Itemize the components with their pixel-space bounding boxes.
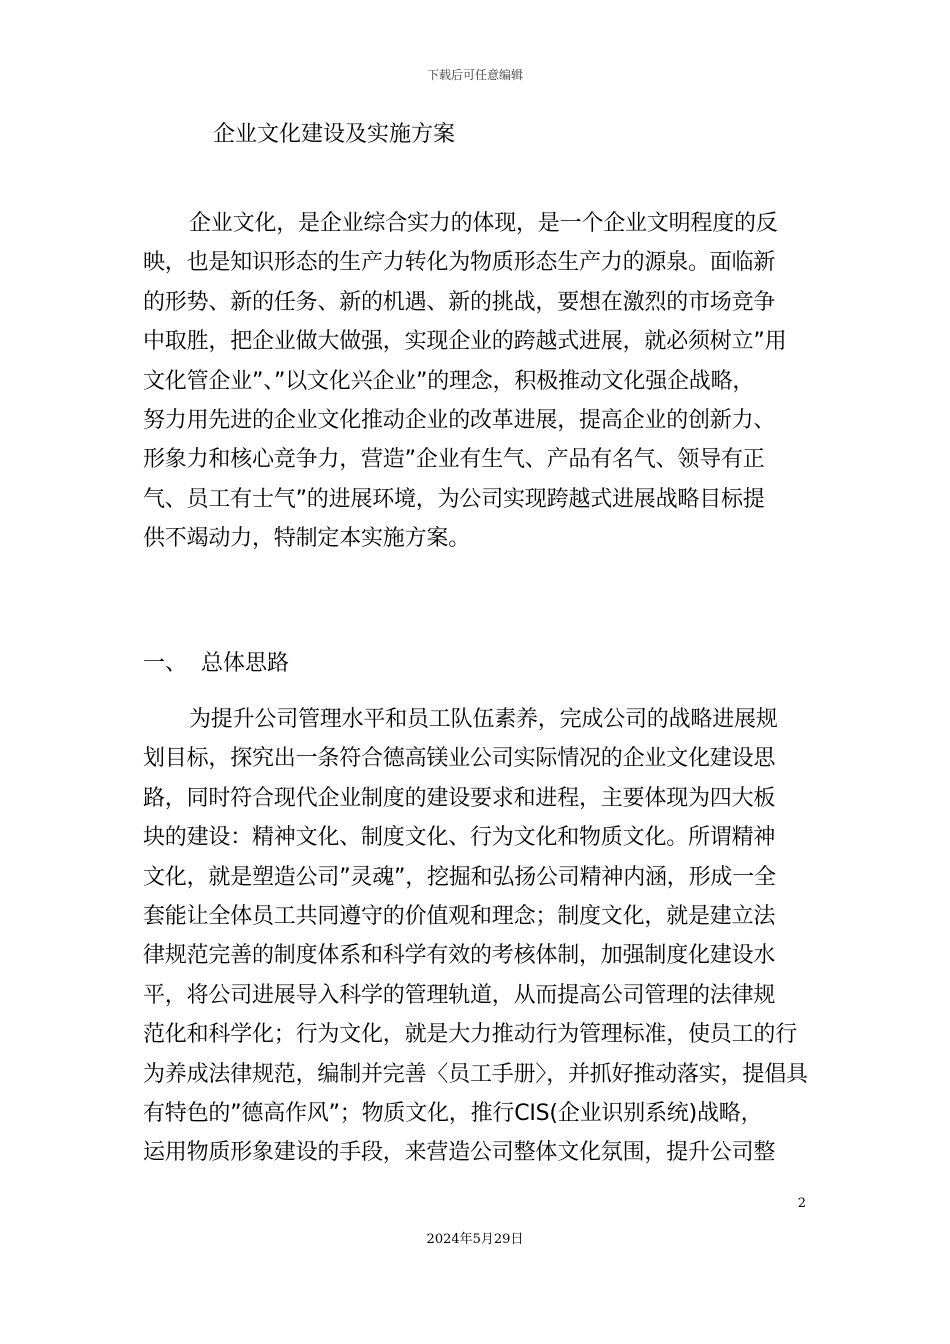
document-title: 企业文化建设及实施方案 — [213, 122, 456, 147]
paragraph-line: 中取胜，把企业做大做强，实现企业的跨越式进展，就必须树立”用 — [143, 329, 787, 355]
footer-date: 2024年5月29日 — [426, 1232, 524, 1247]
section-heading-text: 总体思路 — [201, 651, 290, 676]
paragraph-line: 映，也是知识形态的生产力转化为物质形态生产力的源泉。面临新 — [143, 250, 776, 276]
paragraph-line: 为养成法律规范，编制并完善〈员工手册〉，并抓好推动落实，提倡具 — [143, 1061, 808, 1087]
paragraph-line: 范化和科学化；行为文化，就是大力推动行为管理标准，使员工的行 — [143, 1022, 798, 1048]
paragraph-line: 有特色的”德高作风”；物质文化，推行CIS(企业识别系统)战略， — [143, 1100, 763, 1126]
paragraph-line: 路，同时符合现代企业制度的建设要求和进程，主要体现为四大板 — [143, 785, 776, 811]
paragraph-line: 努力用先进的企业文化推动企业的改革进展，提高企业的创新力、 — [143, 407, 776, 433]
section-number: 一、 — [143, 651, 188, 676]
paragraph-line: 为提升公司管理水平和员工队伍素养，完成公司的战略进展规 — [189, 707, 778, 732]
paragraph-line: 的形势、新的任务、新的机遇、新的挑战，要想在激烈的市场竞争 — [143, 289, 776, 315]
paragraph-line: 运用物质形象建设的手段，来营造公司整体文化氛围，提升公司整 — [143, 1140, 776, 1166]
section-paragraph — [143, 700, 823, 1173]
page-header-note: 下载后可任意编辑 — [426, 68, 523, 82]
paragraph-line: 套能让全体员工共同遵守的价值观和理念；制度文化，就是建立法 — [143, 903, 776, 929]
paragraph-line: 划目标，探究出一条符合德高镁业公司实际情况的企业文化建设思 — [143, 746, 776, 772]
page-number: 2 — [797, 1196, 806, 1211]
intro-paragraph — [143, 204, 823, 559]
paragraph-line: 块的建设：精神文化、制度文化、行为文化和物质文化。所谓精神 — [143, 825, 776, 851]
section-heading — [143, 648, 289, 680]
paragraph-line: 形象力和核心竞争力，营造”企业有生气、产品有名气、领导有正 — [143, 447, 765, 473]
paragraph-line: 律规范完善的制度体系和科学有效的考核体制，加强制度化建设水 — [143, 943, 776, 969]
paragraph-line: 文化管企业”、”以文化兴企业”的理念，积极推动文化强企战略， — [143, 368, 755, 394]
paragraph-line: 供不竭动力，特制定本实施方案。 — [143, 526, 471, 552]
paragraph-line: 平，将公司进展导入科学的管理轨道，从而提高公司管理的法律规 — [143, 982, 776, 1008]
paragraph-line: 气、员工有士气”的进展环境，为公司实现跨越式进展战略目标提 — [143, 486, 765, 512]
paragraph-line: 文化，就是塑造公司”灵魂”，挖掘和弘扬公司精神内涵，形成一全 — [143, 864, 776, 890]
paragraph-line: 企业文化，是企业综合实力的体现，是一个企业文明程度的反 — [189, 211, 778, 236]
